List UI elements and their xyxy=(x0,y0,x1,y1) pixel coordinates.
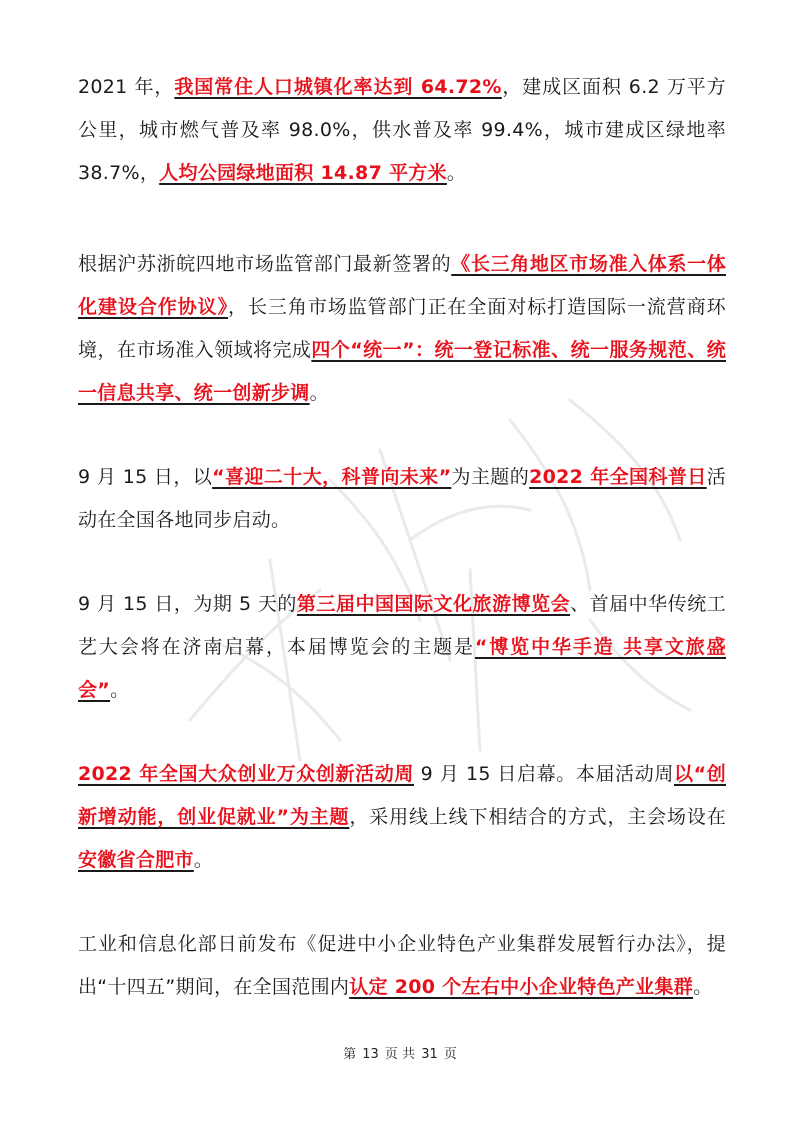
body-text: 。 xyxy=(446,162,467,184)
body-text: 。 xyxy=(693,976,713,998)
news-paragraph xyxy=(78,243,726,415)
highlighted-text: “博览中华手造 共享文旅盛会” xyxy=(78,636,726,701)
footer-page-number: 13 xyxy=(362,1047,379,1062)
body-text: 根据沪苏浙皖四地市场监管部门最新签署的 xyxy=(78,253,452,275)
body-text: 9 月 15 日，以 xyxy=(78,466,213,488)
highlighted-text: 人均公园绿地面积 14.87 平方米 xyxy=(159,162,447,184)
page-footer xyxy=(0,1043,800,1062)
highlighted-text: 四个“统一”：统一登记标准、统一服务规范、统一信息共享、统一创新步调 xyxy=(78,339,726,404)
highlighted-text: “喜迎二十大，科普向未来” xyxy=(212,466,452,488)
highlighted-text: 2022 年全国大众创业万众创新活动周 xyxy=(78,763,414,785)
body-text: 9 月 15 日，为期 5 天的 xyxy=(78,593,297,615)
body-text: 。 xyxy=(193,849,214,871)
body-text: 、首届中华传统工艺大会将在济南启幕，本届博览会的主题是 xyxy=(78,593,727,658)
highlighted-text: 安徽省合肥市 xyxy=(78,849,194,871)
body-text: 2021 年， xyxy=(78,76,175,98)
body-text: ，建成区面积 6.2 万平方公里，城市燃气普及率 98.0%，供水普及率 99.4%，城市建成区绿地率 38.7%， xyxy=(78,76,727,184)
news-paragraph xyxy=(78,66,726,195)
highlighted-text: 认定 200 个左右中小企业特色产业集群 xyxy=(349,976,694,998)
body-text: ，采用线上线下相结合的方式，主会场设在 xyxy=(349,806,726,828)
news-paragraph xyxy=(78,923,726,1009)
body-text: 活动在全国各地同步启动。 xyxy=(78,466,726,531)
highlighted-text: 我国常住人口城镇化率达到 64.72% xyxy=(174,76,502,98)
highlighted-text: 第三届中国国际文化旅游博览会 xyxy=(296,593,571,615)
highlighted-text: 《长三角地区市场准入体系一体化建设合作协议》 xyxy=(78,253,727,318)
body-text: 。 xyxy=(110,679,130,701)
watermark-graphic xyxy=(150,360,710,780)
news-paragraph xyxy=(78,583,726,712)
body-text: 为主题的 xyxy=(451,466,530,488)
news-paragraph xyxy=(78,456,726,542)
body-text: 工业和信息化部日前发布《促进中小企业特色产业集群发展暂行办法》，提出“十四五”期间，在全国范围内 xyxy=(78,933,726,998)
footer-mid: 页 共 xyxy=(384,1047,416,1062)
highlighted-text: 以“创新增动能，创业促就业”为主题 xyxy=(78,763,726,828)
news-paragraph xyxy=(78,753,726,882)
body-text: 9 月 15 日启幕。本届活动周 xyxy=(413,763,674,785)
highlighted-text: 2022 年全国科普日 xyxy=(529,466,707,488)
body-text: 。 xyxy=(309,382,329,404)
footer-total-pages: 31 xyxy=(421,1047,438,1062)
body-text: ，长三角市场监管部门正在全面对标打造国际一流营商环境，在市场准入领域将完成 xyxy=(78,296,726,361)
footer-prefix: 第 xyxy=(343,1047,357,1062)
footer-suffix: 页 xyxy=(443,1047,457,1062)
